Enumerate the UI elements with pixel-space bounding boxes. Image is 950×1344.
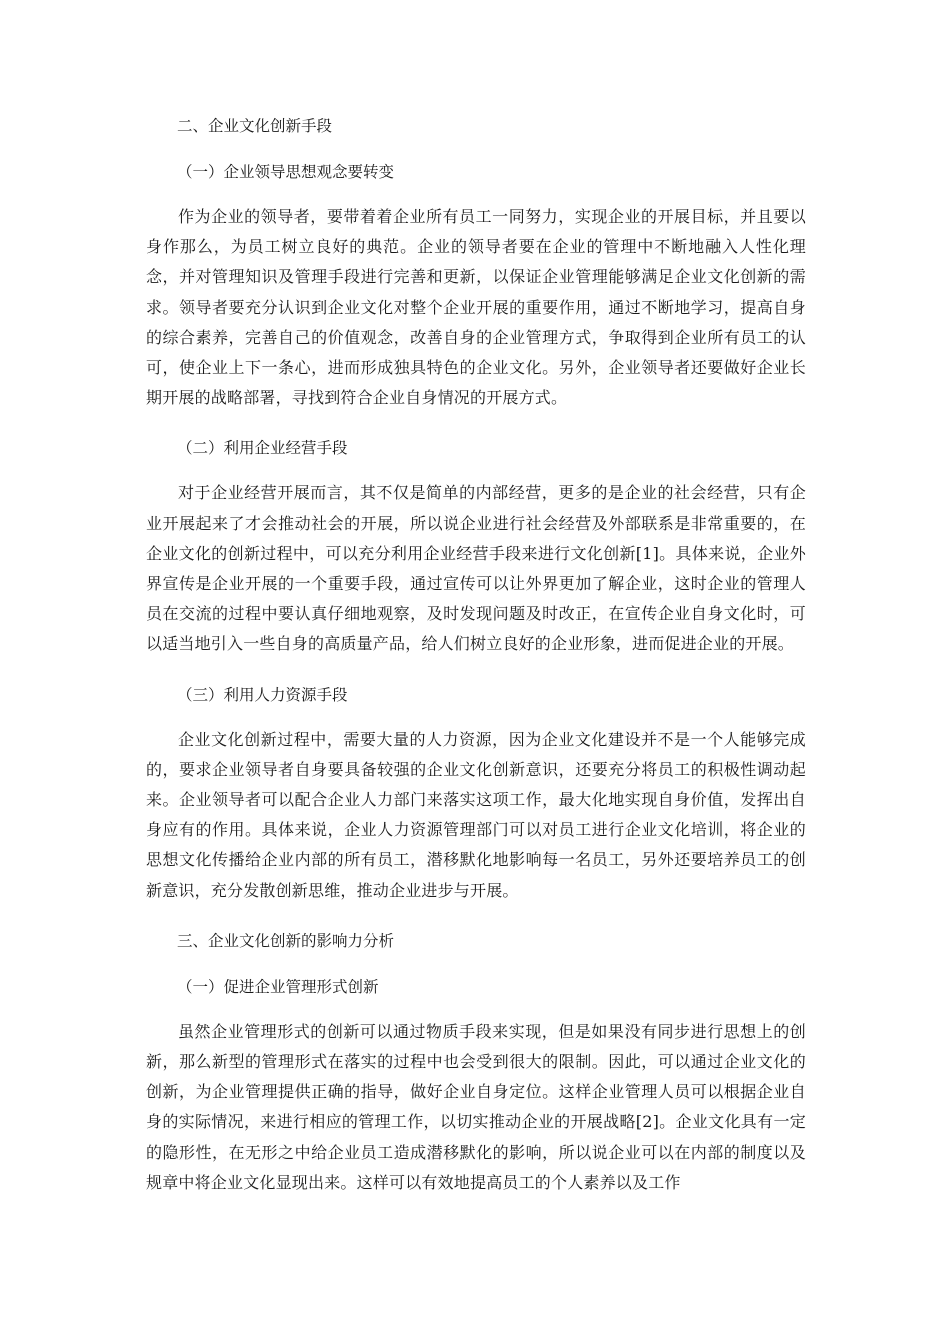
subheading-business-operations: （二）利用企业经营手段 <box>177 439 348 458</box>
paragraph-management-innovation: 虽然企业管理形式的创新可以通过物质手段来实现，但是如果没有同步进行思想上的创新，那么新型的管理形式在落实的过程中也会受到很大的限制。因此，可以通过企业文化的创新，为企业管理提供正确的指导，做好企业自身定位。这样企业管理人员可以根据企业自身的实际情况，来进行相应的管理工作，以切实推动企业的开展战略[2]。企业文化具有一定的隐形性，在无形之中给企业员工造成潜移默化的影响，所以说企业可以在内部的制度以及规章中将企业文化显现出来。这样可以有效地提高员工的个人素养以及工作 <box>146 1021 806 1192</box>
document-page <box>146 110 806 1198</box>
section-heading-3: 三、企业文化创新的影响力分析 <box>177 931 395 950</box>
section-heading-2: 二、企业文化创新手段 <box>177 117 333 135</box>
paragraph-business-operations: 对于企业经营开展而言，其不仅是简单的内部经营，更多的是企业的社会经营，只有企业开展起来了才会推动社会的开展，所以说企业进行社会经营及外部联系是非常重要的，在企业文化的创新过程中，可以充分利用企业经营手段来进行文化创新[1]。具体来说，企业外界宣传是企业开展的一个重要手段，通过宣传可以让外界更加了解企业，这时企业的管理人员在交流的过程中要认真仔细地观察，及时发现问题及时改正，在宣传企业自身文化时，可以适当地引入一些自身的高质量产品，给人们树立良好的企业形象，进而促进企业的开展。 <box>146 483 806 654</box>
subheading-human-resources: （三）利用人力资源手段 <box>177 685 348 704</box>
paragraph-leader-mindset: 作为企业的领导者，要带着着企业所有员工一同努力，实现企业的开展目标，并且要以身作那么，为员工树立良好的典范。企业的领导者要在企业的管理中不断地融入人性化理念，并对管理知识及管理手段进行完善和更新，以保证企业管理能够满足企业文化创新的需求。领导者要充分认识到企业文化对整个企业开展的重要作用，通过不断地学习，提高自身的综合素养，完善自己的价值观念，改善自身的企业管理方式，争取得到企业所有员工的认可，使企业上下一条心，进而形成独具特色的企业文化。另外，企业领导者还要做好企业长期开展的战略部署，寻找到符合企业自身情况的开展方式。 <box>146 207 806 408</box>
paragraph-human-resources: 企业文化创新过程中，需要大量的人力资源，因为企业文化建设并不是一个人能够完成的，要求企业领导者自身要具备较强的企业文化创新意识，还要充分将员工的积极性调动起来。企业领导者可以配合企业人力部门来落实这项工作，最大化地实现自身价值，发挥出自身应有的作用。具体来说，企业人力资源管理部门可以对员工进行企业文化培训，将企业的思想文化传播给企业内部的所有员工，潜移默化地影响每一名员工，另外还要培养员工的创新意识，充分发散创新思维，推动企业进步与开展。 <box>146 729 806 900</box>
subheading-management-innovation: （一）促进企业管理形式创新 <box>177 977 379 996</box>
subheading-leader-mindset: （一）企业领导思想观念要转变 <box>177 163 395 181</box>
